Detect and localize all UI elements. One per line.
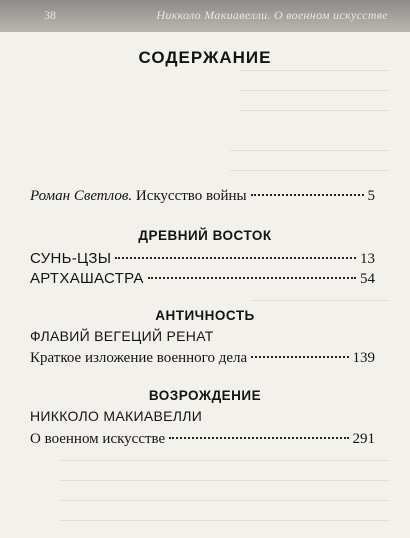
intro-author: Роман Светлов.	[30, 188, 133, 204]
section-heading-ancient-east: ДРЕВНИЙ ВОСТОК	[138, 228, 272, 243]
toc-entry	[30, 431, 375, 448]
entry-page: 54	[360, 271, 375, 287]
entry-label: О военном искусстве	[30, 431, 166, 447]
toc-entry	[30, 250, 375, 268]
page-number: 38	[44, 8, 56, 22]
intro-title: Искусство войны	[135, 188, 247, 204]
toc-title: СОДЕРЖАНИЕ	[138, 48, 272, 67]
section-author: ФЛАВИЙ ВЕГЕЦИЙ РЕНАТ	[30, 328, 214, 344]
entry-label: Краткое изложение военного дела	[30, 350, 248, 366]
entry-page: 139	[352, 350, 375, 366]
leader-dots	[115, 257, 356, 259]
leader-dots	[251, 194, 364, 196]
section-heading-renaissance: ВОЗРОЖДЕНИЕ	[148, 388, 262, 403]
leader-dots	[251, 356, 348, 358]
entry-page: 13	[360, 251, 375, 267]
entry-label: АРТХАШАСТРА	[30, 270, 144, 287]
leader-dots	[169, 437, 348, 439]
section-author: НИККОЛО МАКИАВЕЛЛИ	[30, 408, 203, 424]
page-header	[0, 0, 410, 32]
section-heading-antiquity: АНТИЧНОСТЬ	[155, 308, 255, 323]
toc-entry	[30, 350, 375, 367]
entry-label: СУНЬ-ЦЗЫ	[30, 250, 112, 267]
toc-entry-intro	[30, 188, 375, 205]
toc-entry	[30, 270, 375, 288]
leader-dots	[148, 277, 356, 279]
running-title: Никколо Макиавелли. О военном искусстве	[156, 8, 388, 22]
entry-page: 291	[352, 431, 375, 447]
entry-page: 5	[367, 188, 375, 204]
